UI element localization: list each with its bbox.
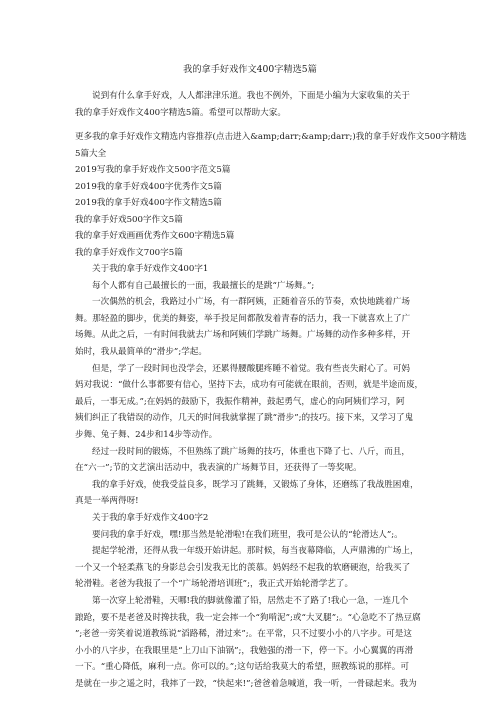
- related-link[interactable]: 2019我的拿手好戏400字作文精选5篇: [75, 198, 222, 209]
- text-line: 步舞、兔子舞、24步和14步等动作。: [75, 429, 218, 440]
- text-line: 小小的八字步，在我眼里是“上刀山下油锅”;，我勉强的滑一下，停一下。小心翼翼的再滑: [75, 645, 414, 656]
- text-line: 是就在一步之遥之时，我摔了一跤，“快起来!”;爸爸着急喊道，我一听，一骨碌起来。我为: [75, 678, 417, 689]
- text-line: 但是，学了一段时间也没学会，还累得腰酸腿疼睡不着觉。我有些丧失耐心了。可妈: [92, 363, 410, 374]
- document-title: 我的拿手好戏作文400字精选5篇: [183, 64, 317, 75]
- text-line: 第一次穿上轮滑鞋，天哪!我的脚就像灌了铅，居然走不了路了!我心一急，一连几个: [92, 595, 409, 606]
- text-line: 一个又一个轻柔燕飞的身影总会引发我无比的羡慕。妈妈经不起我的软磨硬泡，给我买了: [75, 562, 411, 573]
- text-line: 真是一举两得呀!: [75, 496, 139, 507]
- text-line: 我的拿手好戏作文400字精选5篇。希望可以帮助大家。: [75, 107, 286, 118]
- essay-heading: 关于我的拿手好戏作文400字2: [92, 513, 209, 523]
- text-line: 一下。“重心降低，麻利一点。你可以的。”;这句话给我莫大的希望，照教练说的那样。可: [75, 662, 409, 673]
- related-link[interactable]: 我的拿手好戏作文700字5篇: [75, 247, 183, 258]
- essay-1: [75, 261, 427, 510]
- text-line: 说到有什么拿手好戏，人人都津津乐道。我也不例外，下面是小编为大家收集的关于: [92, 91, 410, 101]
- essay-2: [75, 510, 427, 693]
- text-line: 场舞。从此之后，一有时间我就去广场和阿姨们学跳广场舞。广场舞的动作多种多样，开: [75, 330, 411, 341]
- text-line: 我的拿手好戏，使我受益良多，既学习了跳舞，又锻炼了身体，还磨练了我战胜困难，: [92, 479, 419, 490]
- text-line: 提起学轮滑，还得从我一年级开始讲起。那时候，每当夜幕降临，人声鼎沸的广场上，: [92, 546, 419, 557]
- text-line: 踉跄，要不是老爸及时搀扶我，我一定会摔一个“狗啃泥”;或“大叉腿”;。“心急吃不了热豆腐: [75, 612, 421, 623]
- related-link[interactable]: 2019我的拿手好戏400字优秀作文5篇: [75, 181, 222, 192]
- text-line: 5篇大全: [75, 148, 107, 159]
- text-line: 姨们纠正了我错误的动作，几天的时间我就掌握了跳“滑步”;的技巧。接下来，又学习了鬼: [75, 413, 414, 424]
- related-links: [75, 162, 427, 262]
- text-line: 轮滑鞋。老爸为我报了一个“广场轮滑培训班”;，我正式开始轮滑学艺了。: [75, 579, 354, 590]
- more-recommendation: [75, 129, 467, 162]
- related-link[interactable]: 我的拿手好戏500字作文5篇: [75, 214, 183, 225]
- text-line: 更多我的拿手好戏作文精选内容推荐(点击进入&amp;darr;&amp;darr;)我的拿手好戏作文500字精选: [75, 132, 467, 142]
- text-line: 一次偶然的机会，我路过小广场，有一群阿姨，正随着音乐的节奏，欢快地跳着广场: [92, 297, 410, 308]
- intro-paragraph: [75, 88, 427, 121]
- text-line: 最后，一事无成。”;在妈妈的鼓励下，我振作精神，鼓起勇气，虚心的向阿姨们学习，阿: [75, 396, 405, 407]
- text-line: 要问我的拿手好戏，嘿!那当然是轮滑啦!在我们班里，我可是公认的“轮滑达人”;。: [92, 529, 403, 540]
- text-line: ”;老爸一旁笑着说道教练说“滔路稀，滑过来”;。在平常，只不过要小小的八字步。可是这: [75, 629, 412, 640]
- related-link[interactable]: 我的拿手好戏画画优秀作文600字精选5篇: [75, 231, 235, 242]
- text-line: 妈对我说：“做什么事都要有信心，坚持下去，成功有可能就在眼前，否则，就是半途而废，: [75, 380, 424, 391]
- text-line: 在“六一”;节的文艺演出活动中，我表演的广场舞节目，还获得了一等奖呢。: [75, 463, 362, 474]
- related-link[interactable]: 2019写我的拿手好戏作文500字范文5篇: [75, 165, 231, 175]
- text-line: 经过一段时间的锻炼，不但熟练了跳广场舞的技巧，体重也下降了七、八斤，而且，: [92, 446, 410, 457]
- text-line: 每个人都有自己最擅长的一面，我最擅长的是跳“广场舞。”;: [92, 280, 315, 291]
- text-line: 舞。那轻盈的脚步，优美的舞姿，举手投足间都散发着青春的活力，我一下就喜欢上了广: [75, 313, 411, 324]
- text-line: 始时，我从最简单的“滑步”;学起。: [75, 346, 207, 357]
- essay-heading: 关于我的拿手好戏作文400字1: [92, 264, 209, 274]
